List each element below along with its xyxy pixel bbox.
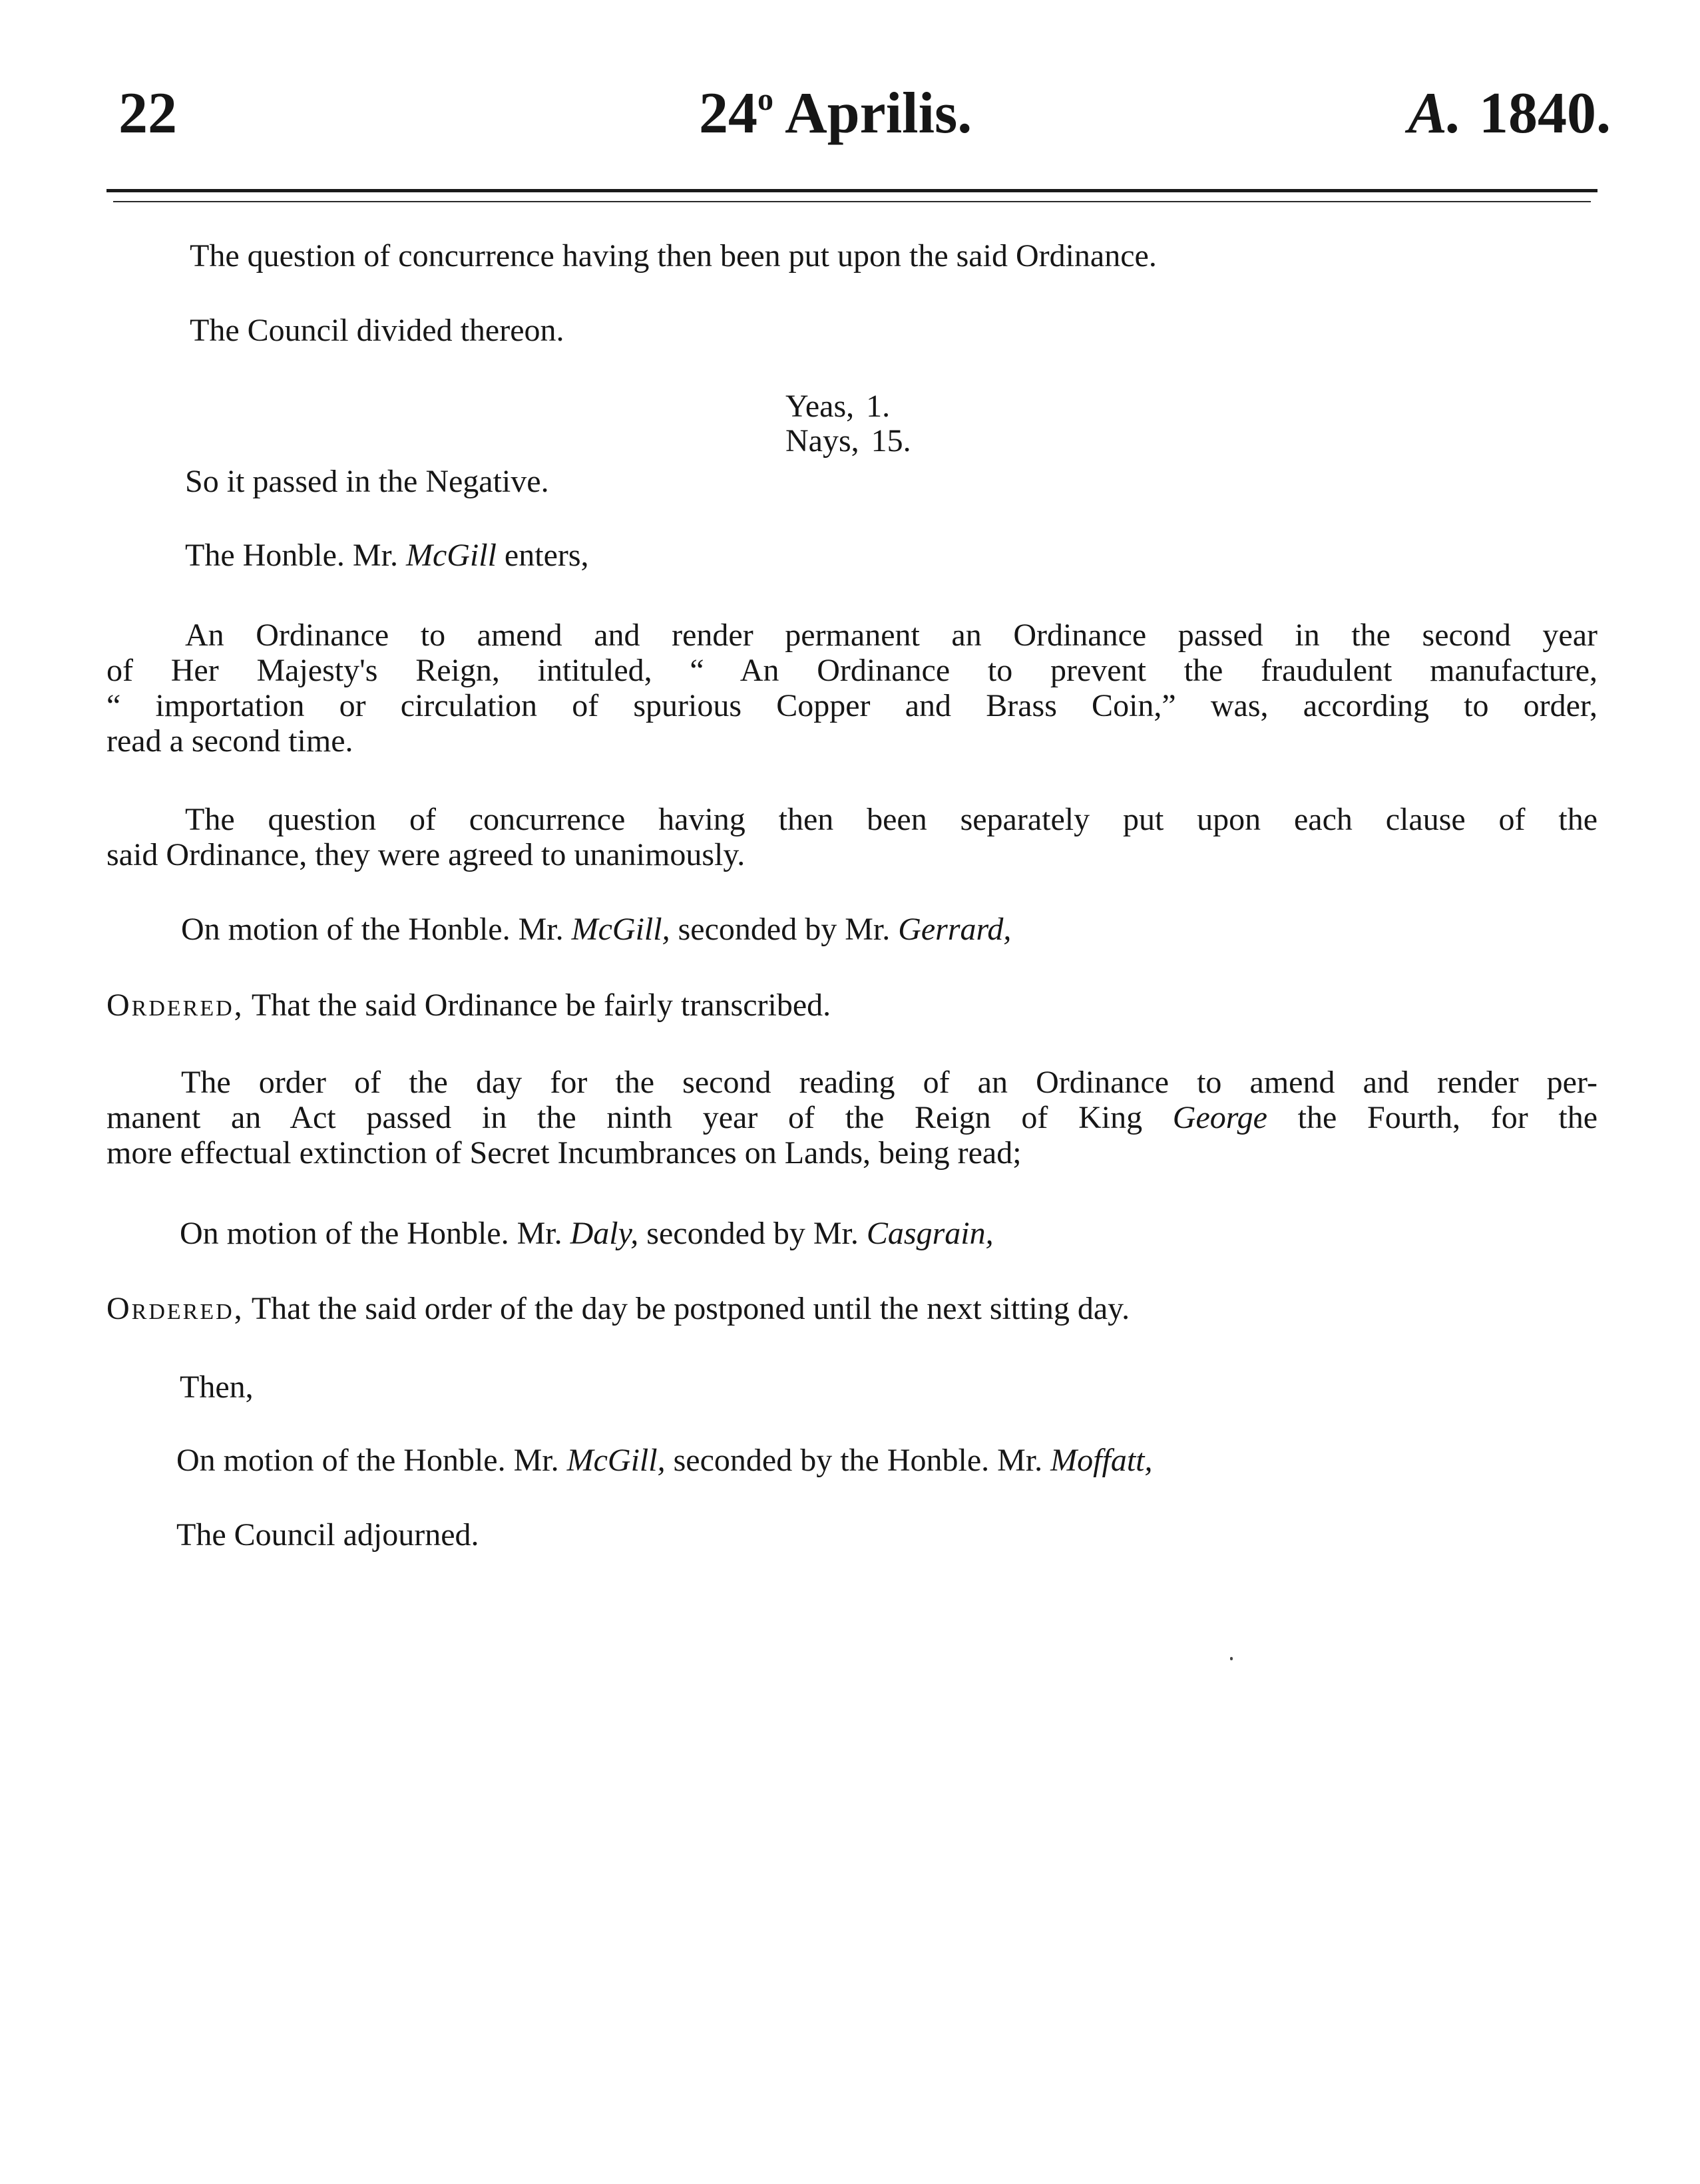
header-year xyxy=(1408,80,1611,147)
person-name: Moffatt, xyxy=(1050,1443,1153,1478)
year-value: 1840. xyxy=(1479,81,1611,146)
paragraph-ordinance-copper-coin xyxy=(106,618,1597,759)
header-date xyxy=(699,80,972,147)
text-segment: That the said order of the day be postponed until the next sitting day. xyxy=(251,1291,1130,1326)
paragraph-mcgill-enters xyxy=(185,538,589,573)
text-line: more effectual extinction of Secret Incumbrances on Lands, being read; xyxy=(106,1135,1022,1171)
text-segment: manent an Act passed in the ninth year of the Reign of King xyxy=(106,1100,1143,1135)
person-name: McGill, xyxy=(571,912,670,947)
yeas-row xyxy=(785,389,911,424)
date-month: Aprilis. xyxy=(785,81,972,146)
text-segment: On motion of the Honble. Mr. xyxy=(176,1443,559,1478)
paragraph-motion-daly-casgrain xyxy=(180,1216,994,1251)
text-segment: That the said Ordinance be fairly transcribed. xyxy=(251,988,831,1023)
paragraph-motion-mcgill-gerrard xyxy=(181,912,1011,947)
header-rule-thick xyxy=(106,189,1597,192)
text-line: said Ordinance, they were agreed to unanimously. xyxy=(106,837,745,872)
text-segment: On motion of the Honble. Mr. xyxy=(181,912,564,947)
text-line: The question of concurrence having then been separately put upon each clause of the xyxy=(185,802,1597,837)
text-line xyxy=(106,1100,1597,1135)
yeas-label: Yeas, xyxy=(785,389,855,424)
text-line: An Ordinance to amend and render permanent an Ordinance passed in the second year xyxy=(185,618,1597,653)
paragraph-concurrence-question: The question of concurrence having then been put upon the said Ordinance. xyxy=(190,238,1157,273)
person-name: Gerrard, xyxy=(898,912,1012,947)
text-line: read a second time. xyxy=(106,723,353,759)
text-segment: On motion of the Honble. Mr. xyxy=(180,1216,562,1251)
paragraph-then: Then, xyxy=(180,1369,254,1405)
paragraph-council-divided: The Council divided thereon. xyxy=(190,313,564,348)
text-segment: seconded by Mr. xyxy=(646,1216,859,1251)
text-line: of Her Majesty's Reign, intituled, “ An Ordinance to prevent the fraudulent manufacture, xyxy=(106,653,1597,688)
paragraph-ordered-postponed xyxy=(106,1291,1130,1326)
page-number: 22 xyxy=(118,81,177,146)
text-segment: enters, xyxy=(504,538,589,573)
nays-value: 15. xyxy=(871,423,911,458)
yeas-value: 1. xyxy=(866,389,891,424)
paragraph-order-of-day xyxy=(106,1065,1597,1171)
nays-row xyxy=(785,424,911,458)
text-segment: The Honble. Mr. xyxy=(185,538,398,573)
text-segment: seconded by the Honble. Mr. xyxy=(673,1443,1043,1478)
person-name: McGill, xyxy=(566,1443,666,1478)
text-segment: seconded by Mr. xyxy=(678,912,891,947)
header-rule-thin xyxy=(113,201,1591,202)
person-name: George xyxy=(1172,1100,1267,1135)
date-day: 24 xyxy=(699,81,757,146)
page-header xyxy=(106,80,1611,166)
text-segment: the Fourth, for the xyxy=(1297,1100,1598,1135)
nays-label: Nays, xyxy=(785,423,859,458)
date-degree: o xyxy=(757,82,773,117)
paragraph-ordered-transcribed xyxy=(106,988,831,1023)
paragraph-clauses-agreed xyxy=(106,802,1597,872)
paragraph-passed-negative: So it passed in the Negative. xyxy=(185,464,549,499)
paragraph-motion-mcgill-moffatt xyxy=(176,1443,1152,1478)
text-line: “ importation or circulation of spurious Copper and Brass Coin,” was, according to order, xyxy=(106,688,1597,723)
anno-mark: A. xyxy=(1408,81,1462,146)
vote-tally xyxy=(785,389,911,458)
paragraph-council-adjourned: The Council adjourned. xyxy=(176,1517,479,1552)
text-line: The order of the day for the second reading of an Ordinance to amend and render per- xyxy=(181,1065,1597,1100)
ordered-label: Ordered, xyxy=(106,1291,244,1326)
person-name: Daly, xyxy=(570,1216,639,1251)
person-name: McGill xyxy=(405,538,497,573)
person-name: Casgrain, xyxy=(866,1216,994,1251)
ordered-label: Ordered, xyxy=(106,988,244,1023)
ink-speck xyxy=(1230,1657,1233,1660)
